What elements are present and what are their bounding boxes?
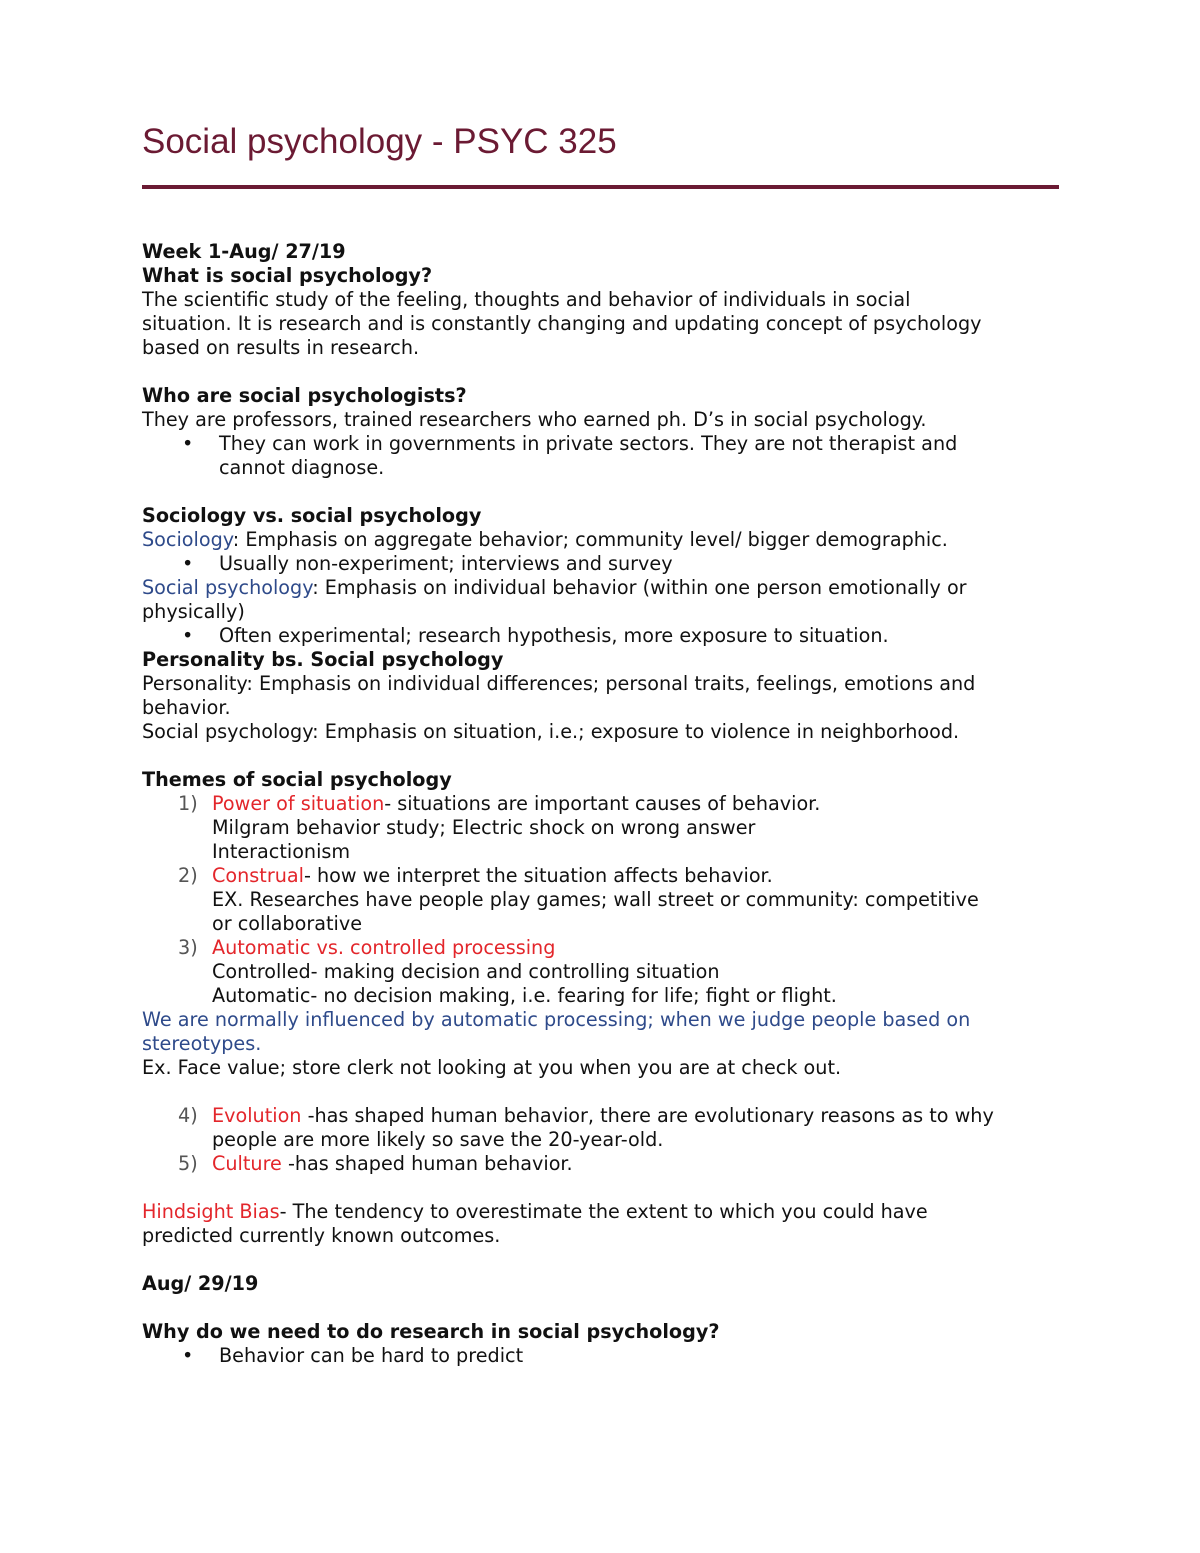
theme-3-sub-2: Automatic- no decision making, i.e. fearing for life; fight or flight. — [212, 984, 837, 1007]
socpsych-bullet-text: Often experimental; research hypothesis, more exposure to situation. — [219, 624, 889, 647]
personality-line-2: behavior. — [142, 696, 231, 719]
who-bullet-cont — [142, 456, 1062, 480]
hindsight-term: Hindsight Bias — [142, 1200, 280, 1223]
personality-line-1: Personality: Emphasis on individual differences; personal traits, feelings, emotions and — [142, 672, 976, 695]
why-bullet — [142, 1344, 1062, 1368]
who-bullet — [142, 432, 1062, 456]
theme-number: 2) — [178, 864, 198, 887]
bullet-icon: • — [182, 552, 194, 575]
theme-number: 4) — [178, 1104, 198, 1127]
sociology-bullet — [142, 552, 1062, 576]
what-text-line-3: based on results in research. — [142, 336, 420, 359]
automatic-note-line-1: We are normally influenced by automatic processing; when we judge people based on — [142, 1008, 971, 1031]
document-title: Social psychology - PSYC 325 — [142, 122, 617, 161]
theme-number: 3) — [178, 936, 198, 959]
theme-term: Automatic vs. controlled processing — [212, 936, 556, 959]
hindsight-text: - The tendency to overestimate the extent to which you could have — [279, 1200, 928, 1223]
sociology-text: : Emphasis on aggregate behavior; community level/ bigger demographic. — [232, 528, 948, 551]
title-divider — [142, 185, 1059, 189]
sociology-line — [142, 528, 1062, 552]
sociology-term: Sociology — [142, 528, 233, 551]
theme-3-sub-1: Controlled- making decision and controlling situation — [212, 960, 720, 983]
what-heading: What is social psychology? — [142, 264, 433, 287]
theme-1-sub-1: Milgram behavior study; Electric shock on wrong answer — [212, 816, 756, 839]
who-bullet-line-1: They can work in governments in private sectors. They are not therapist and — [219, 432, 958, 455]
theme-term: Culture — [212, 1152, 282, 1175]
why-bullet-text: Behavior can be hard to predict — [219, 1344, 524, 1367]
bullet-icon: • — [182, 1344, 194, 1367]
socpsych-line-2: physically) — [142, 600, 245, 623]
who-heading: Who are social psychologists? — [142, 384, 467, 407]
what-text-line-2: situation. It is research and is constantly changing and updating concept of psychology — [142, 312, 982, 335]
document-body — [142, 240, 1062, 1368]
example-line: Ex. Face value; store clerk not looking at you when you are at check out. — [142, 1056, 842, 1079]
theme-item-3 — [142, 936, 1062, 960]
theme-number: 5) — [178, 1152, 198, 1175]
bullet-icon: • — [182, 432, 194, 455]
theme-item-5 — [142, 1152, 1062, 1176]
theme-text: - situations are important causes of behavior. — [384, 792, 821, 815]
theme-term: Construal — [212, 864, 304, 887]
theme-item-2 — [142, 864, 1062, 888]
personality-line-3: Social psychology: Emphasis on situation, i.e.; exposure to violence in neighborhood. — [142, 720, 960, 743]
sociology-bullet-text: Usually non-experiment; interviews and survey — [219, 552, 673, 575]
theme-text: -has shaped human behavior, there are evolutionary reasons as to why — [301, 1104, 994, 1127]
bullet-icon: • — [182, 624, 194, 647]
hindsight-line-2: predicted currently known outcomes. — [142, 1224, 501, 1247]
theme-text: -has shaped human behavior. — [281, 1152, 573, 1175]
theme-number: 1) — [178, 792, 198, 815]
week1-date: Week 1-Aug/ 27/19 — [142, 240, 346, 263]
theme-4-sub-1: people are more likely so save the 20-year-old. — [212, 1128, 664, 1151]
automatic-note-line-2: stereotypes. — [142, 1032, 262, 1055]
why-heading: Why do we need to do research in social psychology? — [142, 1320, 720, 1343]
week2-date: Aug/ 29/19 — [142, 1272, 259, 1295]
socpsych-term: Social psychology — [142, 576, 313, 599]
who-text: They are professors, trained researchers who earned ph. D’s in social psychology. — [142, 408, 927, 431]
hindsight-line — [142, 1200, 1062, 1224]
socpsych-text: : Emphasis on individual behavior (within one person emotionally or — [312, 576, 967, 599]
personality-heading: Personality bs. Social psychology — [142, 648, 504, 671]
socpsych-line — [142, 576, 1062, 600]
theme-item-1 — [142, 792, 1062, 816]
theme-text: - how we interpret the situation affects behavior. — [303, 864, 773, 887]
theme-item-4 — [142, 1104, 1062, 1128]
theme-2-sub-1: EX. Researches have people play games; wall street or community: competitive — [212, 888, 979, 911]
socpsych-bullet — [142, 624, 1062, 648]
theme-2-sub-2: or collaborative — [212, 912, 363, 935]
themes-heading: Themes of social psychology — [142, 768, 452, 791]
sociology-heading: Sociology vs. social psychology — [142, 504, 482, 527]
who-bullet-line-2: cannot diagnose. — [219, 456, 385, 479]
what-text-line-1: The scientific study of the feeling, thoughts and behavior of individuals in social — [142, 288, 911, 311]
theme-term: Power of situation — [212, 792, 385, 815]
theme-term: Evolution — [212, 1104, 302, 1127]
theme-1-sub-2: Interactionism — [212, 840, 351, 863]
